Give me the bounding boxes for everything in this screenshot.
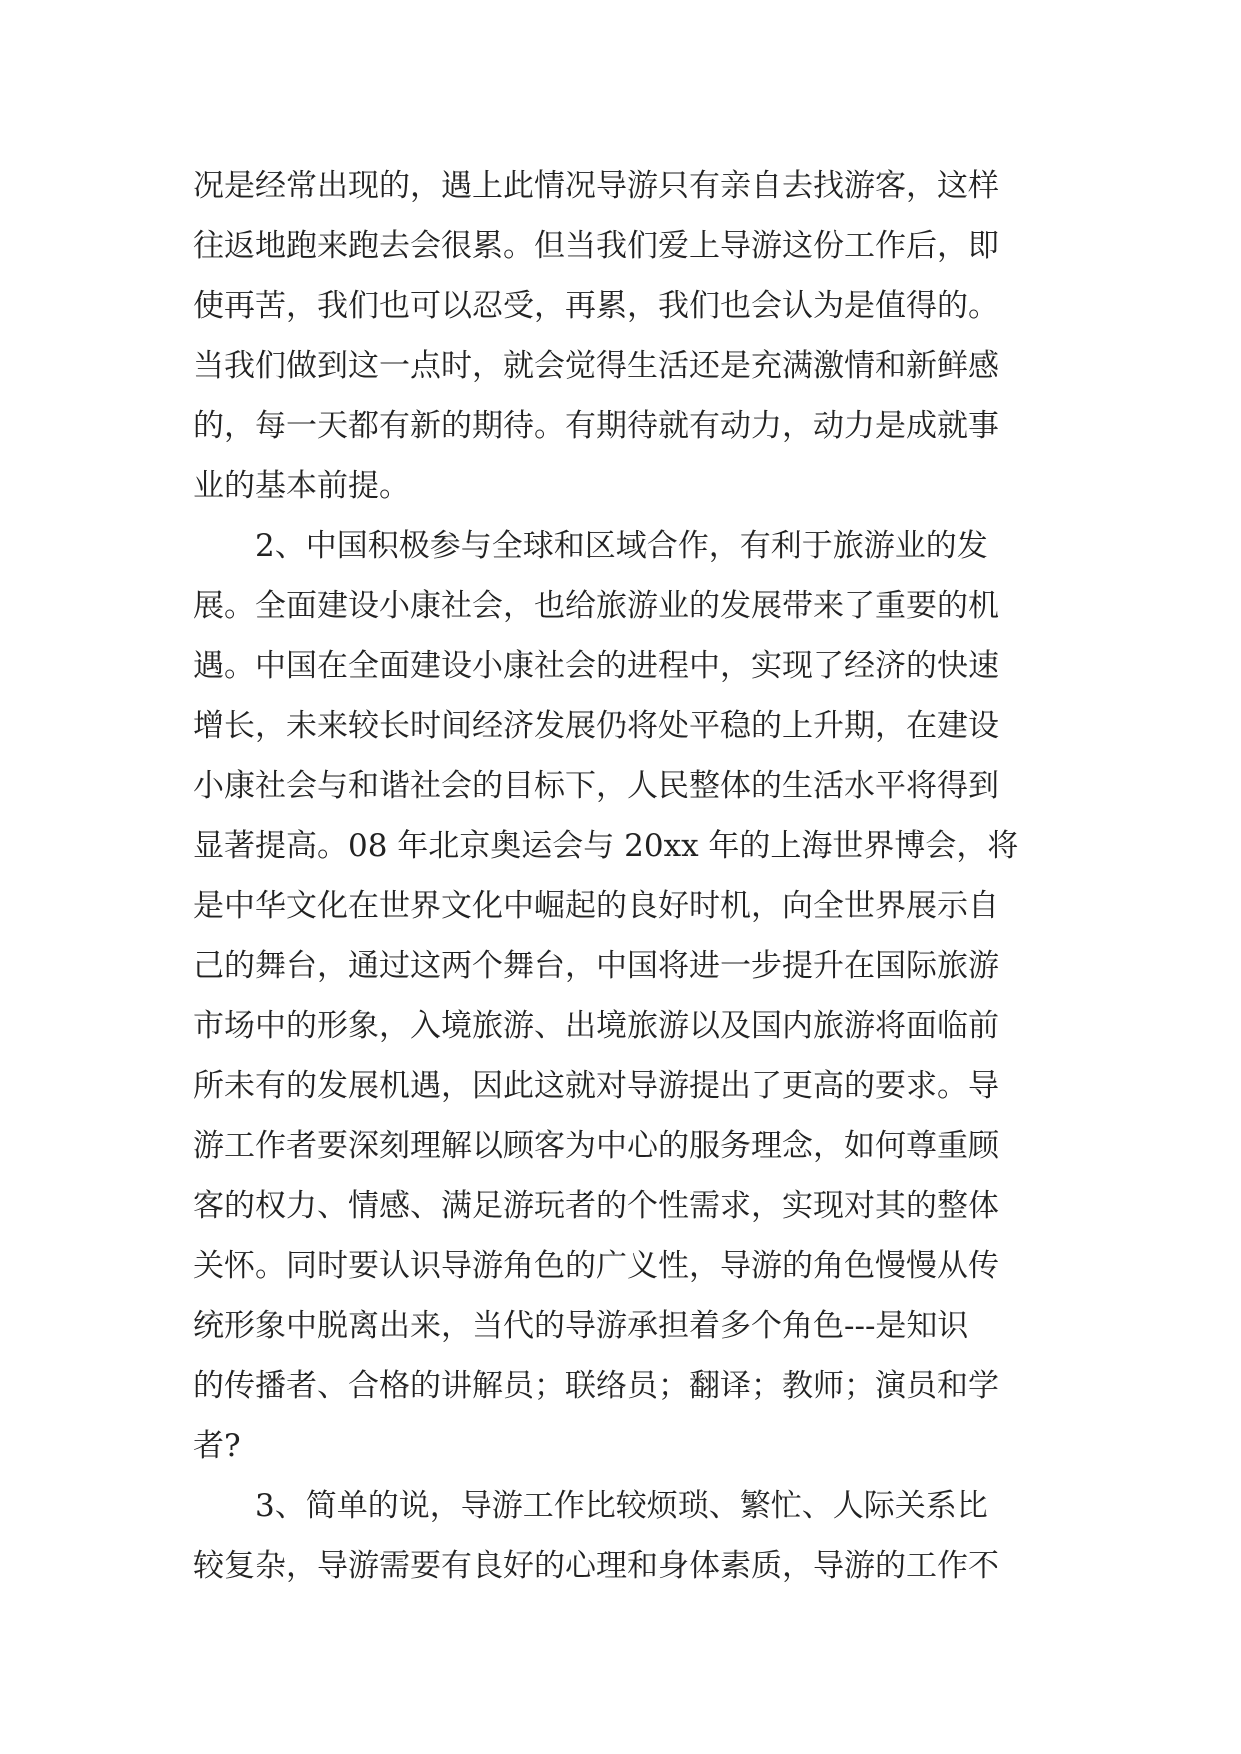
paragraph-line: 增长，未来较长时间经济发展仍将处平稳的上升期，在建设: [193, 708, 999, 744]
paragraph-2: [193, 516, 1055, 1476]
paragraph-line: 小康社会与和谐社会的目标下，人民整体的生活水平将得到: [193, 768, 999, 804]
paragraph-line: 较复杂，导游需要有良好的心理和身体素质，导游的工作不: [193, 1548, 999, 1584]
paragraph-line: 的，每一天都有新的期待。有期待就有动力，动力是成就事: [193, 408, 999, 444]
paragraph-line: 关怀。同时要认识导游角色的广义性，导游的角色慢慢从传: [193, 1248, 999, 1284]
paragraph-line: 往返地跑来跑去会很累。但当我们爱上导游这份工作后，即: [193, 228, 999, 264]
paragraph-1: [193, 156, 1055, 516]
paragraph-line: 者?: [193, 1428, 241, 1464]
document-page: [193, 156, 1055, 1596]
paragraph-line: 客的权力、情感、满足游玩者的个性需求，实现对其的整体: [193, 1188, 999, 1224]
paragraph-line: 所未有的发展机遇，因此这就对导游提出了更高的要求。导: [193, 1068, 999, 1104]
paragraph-line: 展。全面建设小康社会，也给旅游业的发展带来了重要的机: [193, 588, 999, 624]
paragraph-line: 己的舞台，通过这两个舞台，中国将进一步提升在国际旅游: [193, 948, 999, 984]
paragraph-line: 业的基本前提。: [193, 468, 410, 504]
paragraph-line: 遇。中国在全面建设小康社会的进程中，实现了经济的快速: [193, 648, 999, 684]
paragraph-line: 统形象中脱离出来，当代的导游承担着多个角色---是知识: [193, 1308, 969, 1344]
paragraph-line: 市场中的形象，入境旅游、出境旅游以及国内旅游将面临前: [193, 1008, 999, 1044]
paragraph-line: 游工作者要深刻理解以顾客为中心的服务理念，如何尊重顾: [193, 1128, 999, 1164]
paragraph-line: 3、简单的说，导游工作比较烦琐、繁忙、人际关系比: [255, 1488, 988, 1524]
paragraph-line: 况是经常出现的，遇上此情况导游只有亲自去找游客，这样: [193, 168, 999, 204]
paragraph-line: 的传播者、合格的讲解员；联络员；翻译；教师；演员和学: [193, 1368, 999, 1404]
paragraph-line: 使再苦，我们也可以忍受，再累，我们也会认为是值得的。: [193, 288, 999, 324]
paragraph-line: 显著提高。08 年北京奥运会与 20xx 年的上海世界博会，将: [193, 828, 1019, 864]
paragraph-3: [193, 1476, 1055, 1596]
paragraph-line: 当我们做到这一点时，就会觉得生活还是充满激情和新鲜感: [193, 348, 999, 384]
paragraph-line: 是中华文化在世界文化中崛起的良好时机，向全世界展示自: [193, 888, 999, 924]
paragraph-line: 2、中国积极参与全球和区域合作，有利于旅游业的发: [255, 528, 988, 564]
